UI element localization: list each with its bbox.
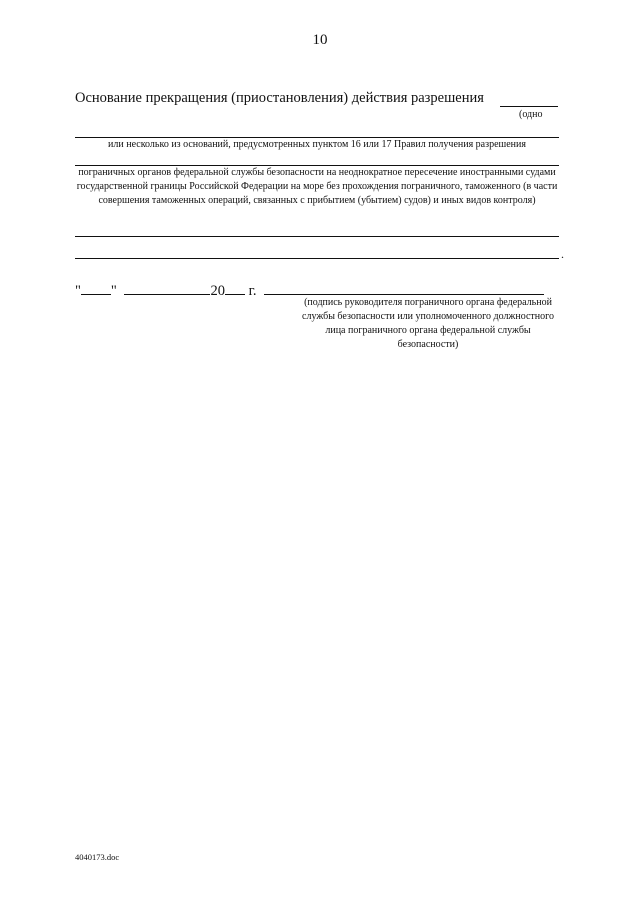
month-blank	[124, 280, 210, 295]
end-dot: .	[561, 247, 564, 261]
century: 20	[210, 283, 225, 299]
signature-caption: (подпись руководителя пограничного органа федеральной службы безопасности или уполномоченного должностного лица пограничного органа федеральной службы безопасности)	[302, 297, 554, 350]
signature-blank	[264, 280, 544, 295]
page-number: 10	[312, 32, 328, 48]
day-blank	[81, 280, 111, 295]
reason-caption-2: пограничных органов федеральной службы безопасности на неоднократное пересечение иностранными судами государственной границы Российской Федерации на море без прохождения пограничного, таможенного (в части совершения таможенных операций, связанных с прибытием (убытием) судов) и иных видов контроля)	[76, 167, 558, 206]
reason-line-4	[75, 258, 559, 259]
document-title: Основание прекращения (приостановления) действия разрешения	[75, 90, 484, 106]
reason-caption-1: или несколько из оснований, предусмотренных пунктом 16 или 17 Правил получения разрешения	[108, 139, 526, 150]
title-blank-line	[500, 106, 558, 107]
close-quote: "	[110, 283, 117, 299]
reason-line-3	[75, 236, 559, 237]
year-blank	[225, 280, 245, 295]
year-suffix: г.	[248, 283, 257, 299]
open-quote: "	[75, 283, 81, 299]
footer-filename: 4040173.doc	[75, 852, 120, 862]
title-hint: (одно	[519, 109, 543, 120]
